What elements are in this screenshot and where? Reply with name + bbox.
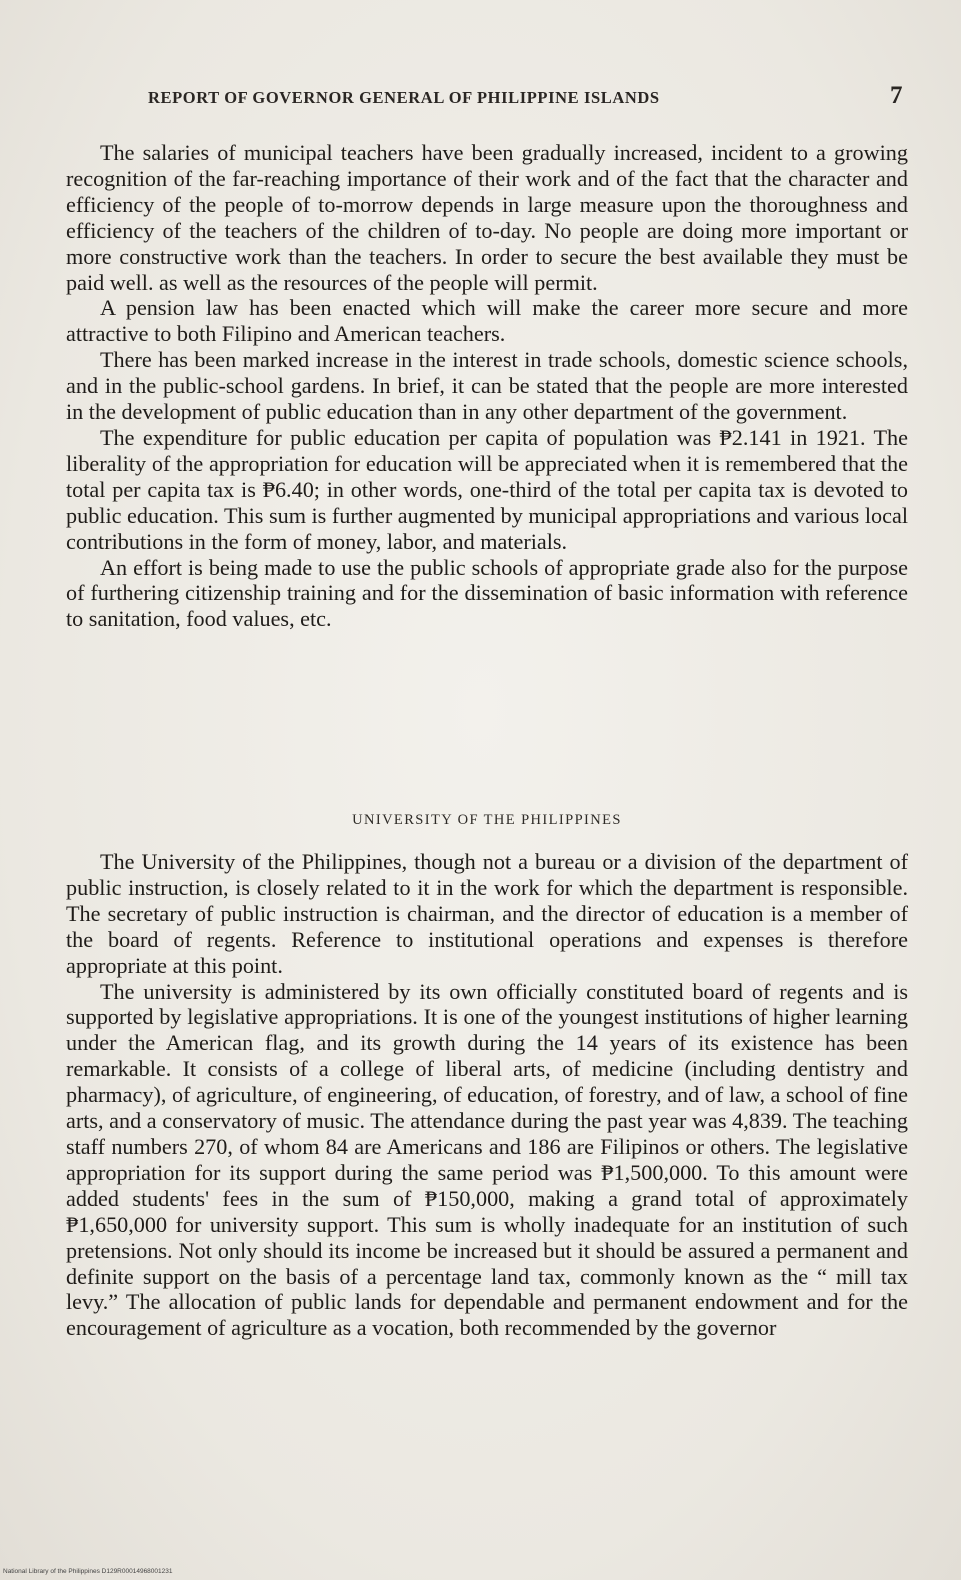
scan-credit-footer: National Library of the Philippines D129R00014968001231: [3, 1568, 173, 1575]
paragraph: A pension law has been enacted which will make the career more secure and more attractive to both Filipino and American teachers.: [66, 295, 908, 347]
paragraph: The salaries of municipal teachers have been gradually increased, incident to a growing recognition of the far-reaching importance of their work and of the fact that the character and efficiency of the people of to-morrow depends in large measure upon the thoroughness and efficiency of the teachers of the children of to-day. No people are doing more important or more constructive work than the teachers. In order to secure the best available they must be paid well. as well as the resources of the people will permit.: [66, 140, 908, 295]
paragraph: The University of the Philippines, though not a bureau or a division of the department of public instruction, is closely related to it in the work for which the department is responsible. The secretary of public instruction is chairman, and the director of education is a member of the board of regents. Reference to institutional operations and expenses is therefore appropriate at this point.: [66, 849, 908, 978]
body-text-education: [66, 140, 908, 632]
paragraph: The expenditure for public education per capita of population was ₱2.141 in 1921. The liberality of the appropriation for education will be appreciated when it is remembered that the total per capita tax is ₱6.40; in other words, one-third of the total per capita tax is devoted to public education. This sum is further augmented by municipal appropriations and various local contributions in the form of money, labor, and materials.: [66, 424, 908, 554]
paragraph: There has been marked increase in the interest in trade schools, domestic science schools, and in the public-school gardens. In brief, it can be stated that the people are more interested in the development of public education than in any other department of the government.: [66, 347, 908, 425]
page-number: 7: [890, 82, 903, 109]
running-header-title: REPORT OF GOVERNOR GENERAL OF PHILIPPINE ISLANDS: [148, 88, 660, 107]
paragraph: An effort is being made to use the public schools of appropriate grade also for the purpose of furthering citizenship training and for the dissemination of basic information with reference to sanitation, food values, etc.: [66, 554, 908, 632]
paragraph: The university is administered by its own officially constituted board of regents and is supported by legislative appropriations. It is one of the youngest institutions of higher learning under the American flag, and its growth during the 14 years of its existence has been remarkable. It consists of a college of liberal arts, of medicine (including dentistry and pharmacy), of agriculture, of engineering, of education, of forestry, and of law, a school of fine arts, and a conservatory of music. The attendance during the past year was 4,839. The teaching staff numbers 270, of whom 84 are Americans and 186 are Filipinos or others. The legislative appropriation for its support during the same period was ₱1,500,000. To this amount were added students' fees in the sum of ₱150,000, making a grand total of approximately ₱1,650,000 for university support. This sum is wholly inadequate for an institution of such pretensions. Not only should its income be increased but it should be assured a permanent and definite support on the basis of a percentage land tax, commonly known as the “ mill tax levy.” The allocation of public lands for dependable and permanent endowment and for the encouragement of agriculture as a vocation, both recommended by the governor: [66, 978, 908, 1341]
section-heading: UNIVERSITY OF THE PHILIPPINES: [352, 812, 622, 828]
body-text-university: [66, 849, 908, 1341]
